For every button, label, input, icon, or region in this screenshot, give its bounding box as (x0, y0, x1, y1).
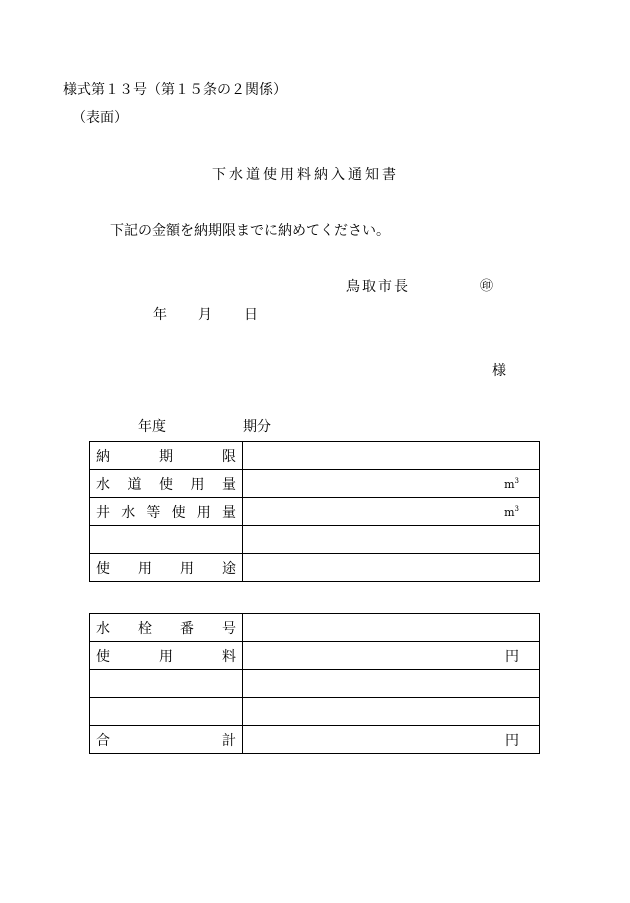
instruction-text: 下記の金額を納期限までに納めてください。 (110, 223, 390, 239)
table-row (90, 498, 540, 526)
unit-cubic-meter: $m^3$ (504, 476, 519, 491)
table-row (90, 698, 540, 726)
seal-mark: ㊞ (480, 279, 494, 294)
row-label (90, 554, 243, 582)
table-row (90, 614, 540, 642)
row-label-text: 水 栓 番 号 (96, 620, 236, 637)
row-label-text: 水 道 使 用 量 (96, 476, 236, 493)
unit-cubic-meter: $m^3$ (504, 504, 519, 519)
well-water-usage-value (243, 498, 540, 526)
row-label-text: 井 水 等 使 用 量 (96, 504, 236, 521)
table-row (90, 670, 540, 698)
issuer-name: 鳥取市長 (346, 279, 410, 295)
row-label (90, 614, 243, 642)
date-month-label: 月 (198, 307, 212, 323)
table-row (90, 726, 540, 754)
fee-table (89, 613, 540, 754)
usage-purpose-value (243, 554, 540, 582)
water-usage-value (243, 470, 540, 498)
row-label (90, 642, 243, 670)
row-label-text: 使 用 用 途 (96, 560, 236, 577)
row-label-text: 合 計 (96, 732, 236, 749)
total-value: 円 (243, 726, 540, 754)
row-label (90, 442, 243, 470)
blank-value (243, 670, 540, 698)
faucet-number-value (243, 614, 540, 642)
blank-value (243, 698, 540, 726)
table-row (90, 470, 540, 498)
table-row (90, 526, 540, 554)
blank-value (243, 526, 540, 554)
row-label (90, 498, 243, 526)
form-number: 様式第１３号（第１５条の２関係） (63, 82, 287, 98)
row-label (90, 670, 243, 698)
period-label: 期分 (243, 419, 271, 435)
table-row (90, 642, 540, 670)
side-label: （表面） (72, 110, 128, 126)
table-row (90, 442, 540, 470)
row-label (90, 526, 243, 554)
date-year-label: 年 (153, 307, 167, 323)
date-day-label: 日 (244, 307, 258, 323)
usage-fee-value: 円 (243, 642, 540, 670)
document-title: 下水道使用料納入通知書 (212, 167, 399, 183)
row-label (90, 698, 243, 726)
row-label-text: 納 期 限 (96, 448, 236, 465)
usage-table (89, 441, 540, 582)
fiscal-year-label: 年度 (138, 419, 166, 435)
due-date-value (243, 442, 540, 470)
table-row (90, 554, 540, 582)
row-label (90, 726, 243, 754)
row-label-text: 使 用 料 (96, 648, 236, 665)
addressee-honorific: 様 (492, 363, 506, 379)
row-label (90, 470, 243, 498)
